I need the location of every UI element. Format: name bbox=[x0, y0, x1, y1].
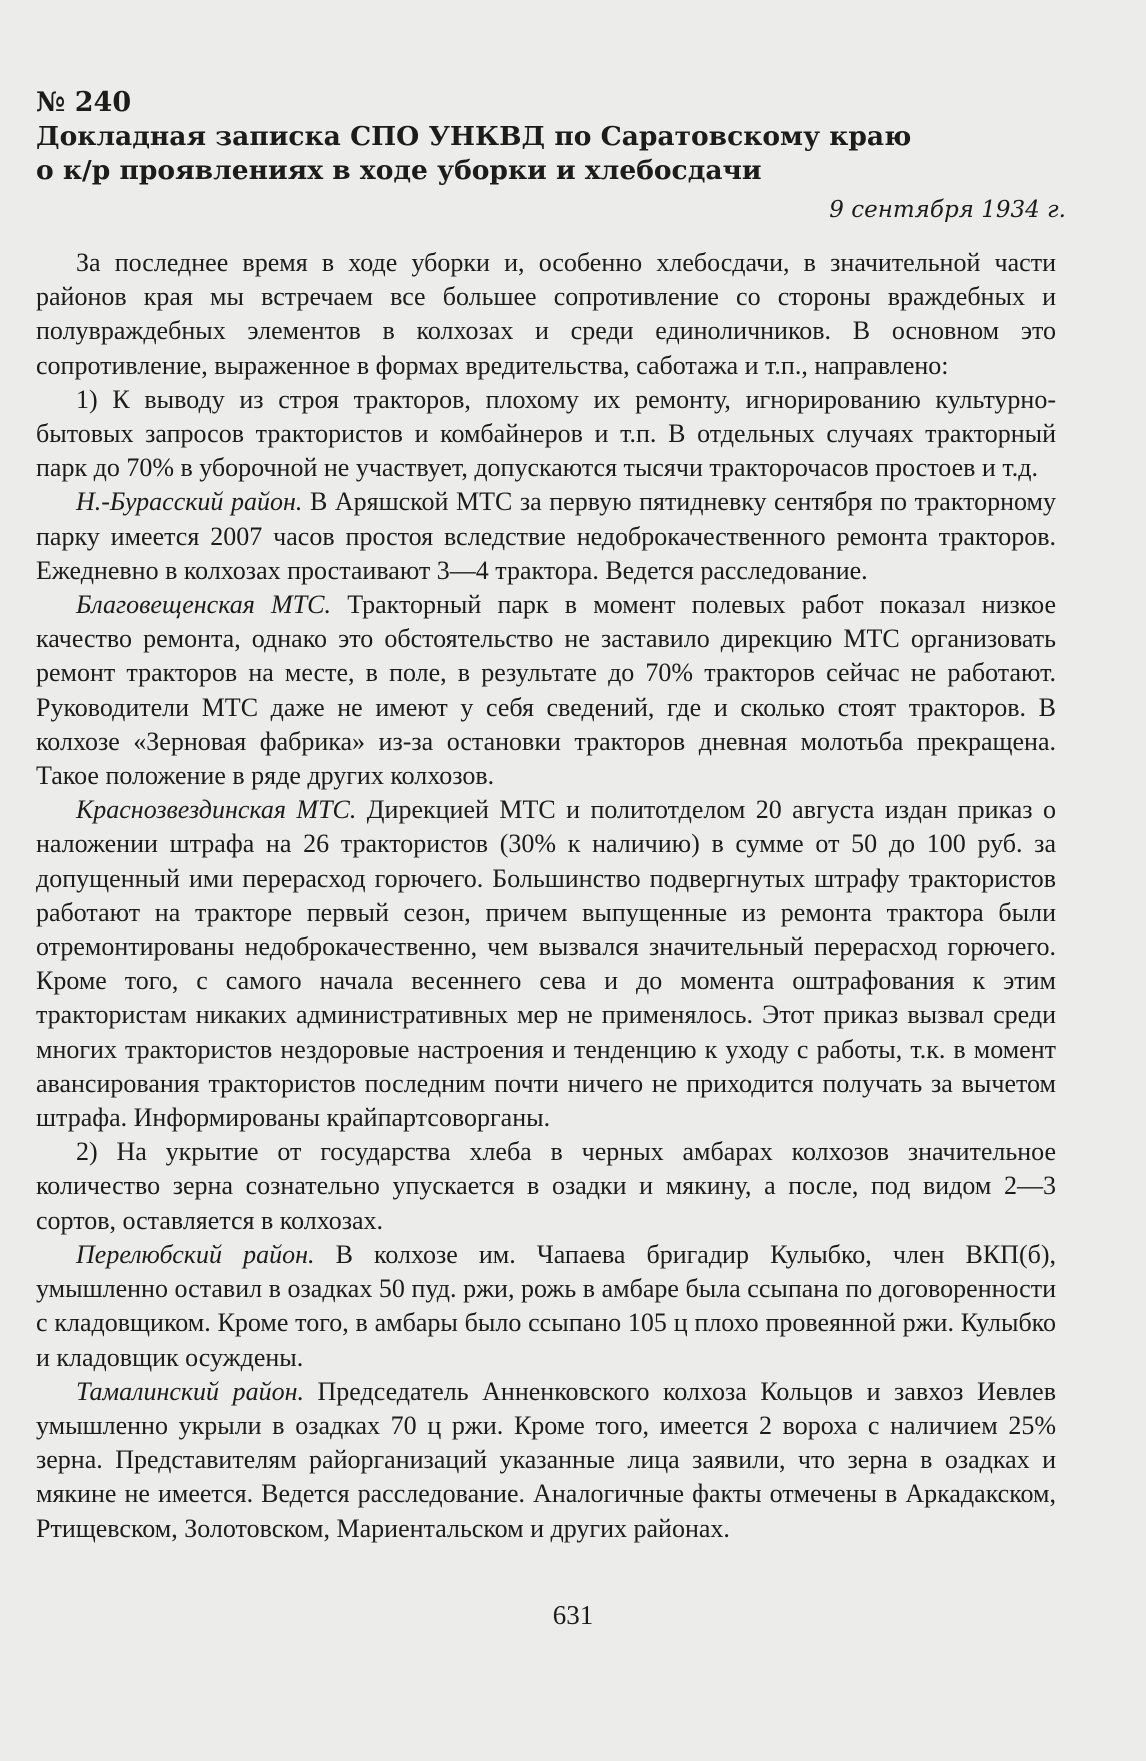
paragraph-text: Тракторный парк в момент полевых работ показал низкое качество ремонта, однако это обстоятельство не заставило дирекцию МТС организовать ремонт тракторов на месте, в поле, в результате до 70% тракторов сейчас не работают. Руководители МТС даже не имеют у себя сведений, где и сколько стоят тракторов. В колхозе «Зерновая фабрика» из-за остановки тракторов дневная молотьба прекращена. Такое положение в ряде других колхозов. bbox=[36, 590, 1056, 791]
paragraph-place: Н.-Бурасский район. bbox=[76, 487, 303, 517]
paragraph-tamalinsky bbox=[36, 1375, 1056, 1546]
paragraph-text: За последнее время в ходе уборки и, особенно хлебосдачи, в значительной части районов края мы встречаем все большее сопротивление со стороны враждебных и полувраждебных элементов в колхозах и среди единоличников. В основном это сопротивление, выраженное в формах вредительства, саботажа и т.п., направлено: bbox=[36, 248, 1056, 380]
paragraph-place: Перелюбский район. bbox=[76, 1239, 315, 1269]
paragraph-point-2 bbox=[36, 1135, 1056, 1238]
document-title-line-2: о к/р проявлениях в ходе уборки и хлебосдачи bbox=[36, 155, 762, 186]
document-header bbox=[36, 86, 1066, 228]
page-number: 631 bbox=[552, 1600, 594, 1630]
paragraph-text: В колхозе им. Чапаева бригадир Кулыбко, член ВКП(б), умышленно оставил в озадках 50 пуд. ржи, рожь в амбаре была ссыпана по договоренности с кладовщиком. Кроме того, в амбары было ссыпано 105 ц плохо провеянной ржи. Кулыбко и кладовщик осуждены. bbox=[36, 1239, 1056, 1372]
paragraph-place: Краснозвездинская МТС. bbox=[76, 795, 357, 825]
paragraph-place: Тамалинский район. bbox=[76, 1376, 304, 1406]
document-body bbox=[36, 246, 1056, 1546]
paragraph-point-1 bbox=[36, 383, 1056, 486]
document-number: № 240 bbox=[36, 87, 132, 118]
paragraph-blagoveshchenskaya bbox=[36, 588, 1056, 793]
paragraph-text: В Аряшской МТС за первую пятидневку сентября по тракторному парку имеется 2007 часов простоя вследствие недоброкачественного ремонта тракторов. Ежедневно в колхозах простаивают 3—4 трактора. Ведется расследование. bbox=[36, 487, 1056, 585]
paragraph-perelyubsky bbox=[36, 1238, 1056, 1375]
paragraph-text: 1) К выводу из строя тракторов, плохому их ремонту, игнорированию культурно-бытовых запросов трактористов и комбайнеров и т.п. В отдельных случаях тракторный парк до 70% в уборочной не участвует, допускаются тысячи тракторочасов простоев и т.д. bbox=[36, 384, 1056, 483]
paragraph-intro bbox=[36, 246, 1056, 383]
paragraph-text: Дирекцией МТС и политотделом 20 августа издан приказ о наложении штрафа на 26 трактористов (30% к наличию) в сумме от 50 до 100 руб. за допущенный ими перерасход горючего. Большинство подвергнутых штрафу трактористов работают на тракторе первый сезон, причем выпущенные из ремонта трактора были отремонтированы недоброкачественно, чем вызвался значительный перерасход горючего. Кроме того, с самого начала весеннего сева и до момента оштрафования к этим трактористам никаких административных мер не применялось. Этот приказ вызвал среди многих трактористов нездоровые настроения и тенденцию к уходу с работы, т.к. в момент авансирования трактористов последним почти ничего не приходится получать за вычетом штрафа. Информированы крайпартсоворганы. bbox=[36, 795, 1056, 1133]
paragraph-place: Благовещенская МТС. bbox=[76, 590, 331, 620]
paragraph-text: 2) На укрытие от государства хлеба в черных амбарах колхозов значительное количество зерна сознательно упускается в озадки и мякину, а после, под видом 2—3 сортов, оставляется в колхозах. bbox=[36, 1137, 1056, 1235]
document-title-line-1: Докладная записка СПО УНКВД по Саратовскому краю bbox=[36, 121, 912, 152]
paragraph-n-burassky bbox=[36, 485, 1056, 588]
document-date: 9 сентября 1934 г. bbox=[829, 197, 1066, 223]
paragraph-text: Председатель Анненковского колхоза Кольцов и завхоз Иевлев умышленно укрыли в озадках 70 ц ржи. Кроме того, имеется 2 вороха с наличием 25% зерна. Представителям райорганизаций указанные лица заявили, что зерна в озадках и мякине не имеется. Ведется расследование. Аналогичные факты отмечены в Аркадакском, Ртищевском, Золотовском, Мариентальском и других районах. bbox=[36, 1376, 1056, 1543]
paragraph-krasnozvezdinskaya bbox=[36, 793, 1056, 1135]
